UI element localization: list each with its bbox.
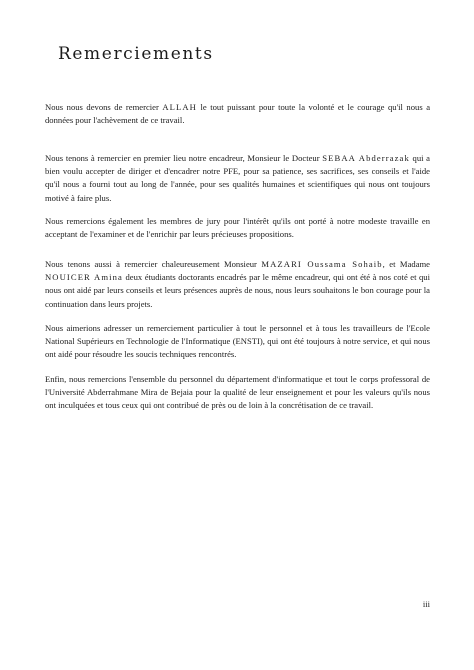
text-run: , et Madame (382, 259, 431, 269)
name-nouicer: NOUICER Amina (45, 272, 123, 283)
paragraph-encadreur (45, 152, 430, 205)
text-run: Nous nous devons de remercier (45, 102, 163, 112)
name-allah: ALLAH (162, 102, 197, 112)
paragraph-ensti (45, 322, 430, 362)
text-run: le tout puissant pour toute la volonté et le courage qu'il nous a données pour l'achèvement de ce travail. (45, 102, 431, 126)
page-title: Remerciements (58, 44, 214, 64)
text-run: deux étudiants doctorants encadrés par le même encadreur, qui ont été à nos coté et qui nous ont aidé par leurs conseils et leurs présences auprès de nous, nous leurs souhaitons le bon courage pour la continuation dans leurs projets. (45, 272, 430, 309)
page-number: iii (422, 599, 430, 609)
text-run: Nous tenons aussi à remercier chaleureusement Monsieur (45, 259, 262, 269)
text-run: Nous tenons à remercier en premier lieu notre encadreur, Monsieur le Docteur (45, 153, 323, 163)
paragraph-doctorants (45, 258, 430, 311)
paragraph-jury (45, 215, 430, 241)
text-run: Enfin, nous remercions l'ensemble du personnel du département d'informatique et tout le corps professoral de l'Université Abderrahmane Mira de Bejaia pour la qualité de leur enseignement et pour les valeurs qu'ils nous ont inculquées et tous ceux qui ont contribué de près ou de loin à la concrétisation de ce travail. (45, 374, 430, 411)
name-sebaa: SEBAA Abderrazak (322, 153, 410, 163)
paragraph-allah (45, 101, 430, 127)
paragraph-departement (45, 373, 430, 413)
name-mazari: MAZARI Oussama Sohaib (261, 259, 383, 269)
text-run: Nous remercions également les membres de jury pour l'intérêt qu'ils ont porté à notre modeste travaille en acceptant de l'examiner et de l'enrichir par leurs précieuses propositions. (45, 216, 430, 240)
text-run: Nous aimerions adresser un remerciement particulier à tout le personnel et à tous les travailleurs de l'Ecole National Supérieurs en Technologie de l'Informatique (ENSTI), qui ont été toujours à notre service, et qui nous ont aidé pour résoudre les soucis techniques rencontrés. (45, 323, 430, 360)
text-run: qui a bien voulu accepter de diriger et d'encadrer notre PFE, pour sa patience, ses sacrifices, ses conseils et l'aide qu'il nous a fourni tout au long de l'année, pour ses qualités humaines et scientifiques qui nous ont toujours motivé à faire plus. (45, 153, 430, 203)
